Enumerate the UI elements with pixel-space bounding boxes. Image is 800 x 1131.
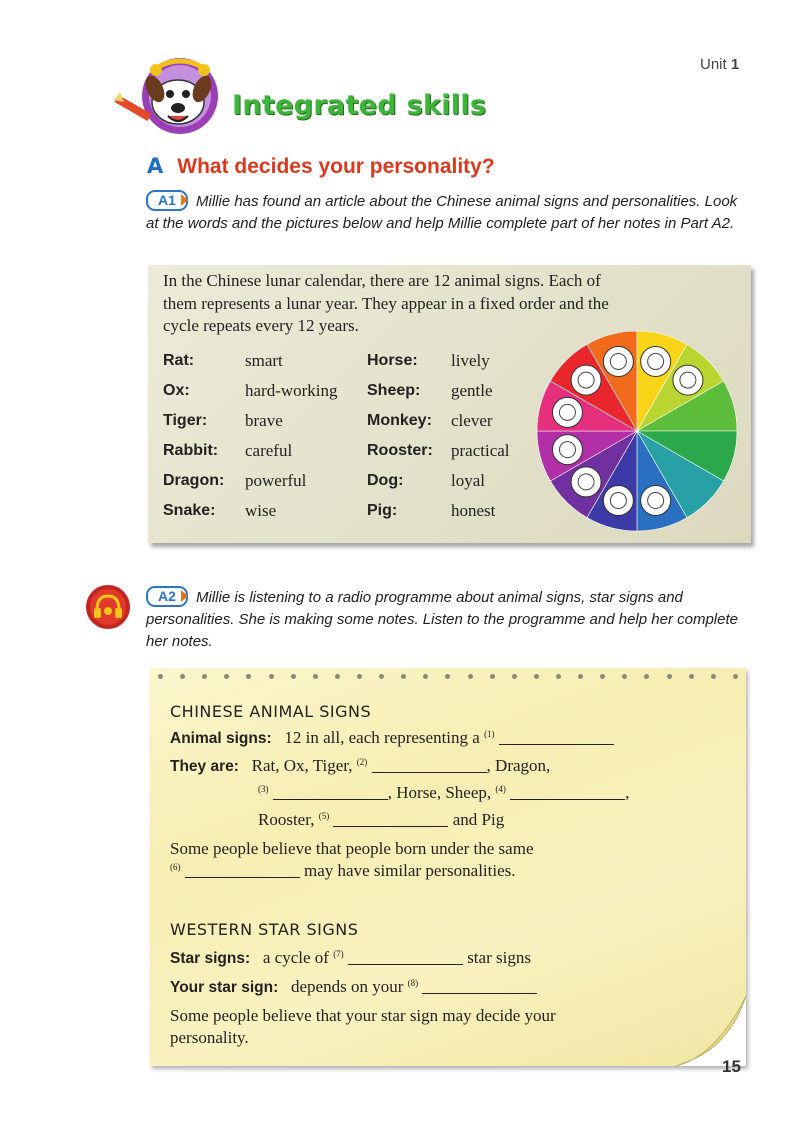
page-number: 15 [722, 1057, 741, 1076]
note-they-are [170, 756, 550, 776]
binding-hole [711, 674, 716, 679]
a2-instruction-text: Millie is listening to a radio programme about animal signs, star signs and personalities. She is making some notes. Listen to the programme and help her complete her notes. [146, 589, 738, 650]
label-star-signs: Star signs: [170, 950, 251, 967]
personality-trait: clever [451, 411, 493, 430]
animal-name: Monkey: [367, 412, 432, 429]
note-line-4 [258, 810, 504, 830]
binding-hole [733, 674, 738, 679]
listening-cd-icon [85, 584, 131, 630]
binding-hole [534, 674, 539, 679]
calendar-intro: In the Chinese lunar calendar, there are 12 animal signs. Each of them represents a lunar year. They appear in a fixed order and the cycle repeats every 12 years. [163, 271, 609, 335]
trait-row [163, 350, 363, 372]
trait-row [163, 380, 363, 402]
animal-name: Dragon: [163, 472, 225, 489]
notes-paper [150, 668, 746, 1066]
dog-mascot-icon [110, 54, 232, 136]
animal-name: Rooster: [367, 442, 433, 459]
binding-hole [202, 674, 207, 679]
answer-blank-4[interactable] [510, 785, 625, 800]
binding-hole [335, 674, 340, 679]
play-arrow-icon [181, 194, 188, 206]
note-belief-2a: Some people believe that your star sign may decide your [170, 1006, 556, 1025]
animal-medallion-icon [552, 435, 582, 465]
blank-number: (3) [258, 784, 269, 794]
answer-blank-6[interactable] [185, 863, 300, 878]
a1-tag-label: A1 [158, 192, 176, 208]
note-animal-signs [170, 728, 614, 748]
personality-trait: brave [245, 411, 283, 430]
heading-star-signs: WESTERN STAR SIGNS [170, 920, 359, 939]
page-curl [676, 996, 746, 1066]
answer-blank-8[interactable] [422, 979, 537, 994]
label-your-sign: Your star sign: [170, 979, 279, 996]
trait-row [163, 440, 363, 462]
text-animal-signs: 12 in all, each representing a [284, 728, 480, 747]
animal-name: Rabbit: [163, 442, 219, 459]
personality-trait: honest [451, 501, 496, 520]
note-your-sign [170, 977, 537, 997]
answer-blank-5[interactable] [333, 812, 448, 827]
note-belief-1b [170, 861, 516, 881]
blank-number: (7) [333, 949, 344, 959]
text-similar-personalities: may have similar personalities. [304, 861, 516, 880]
text-rooster: Rooster, [258, 810, 315, 829]
binding-hole [578, 674, 583, 679]
text-comma: , [625, 783, 630, 802]
answer-blank-1[interactable] [499, 730, 614, 745]
answer-blank-2[interactable] [372, 758, 487, 773]
text-horse-sheep: , Horse, Sheep, [387, 783, 492, 802]
text-they-are: Rat, Ox, Tiger, [251, 756, 353, 775]
binding-hole [667, 674, 672, 679]
animal-medallion-icon [603, 486, 633, 516]
animal-medallion-icon [571, 467, 601, 497]
unit-label [700, 56, 739, 73]
binding-hole [490, 674, 495, 679]
answer-blank-3[interactable] [273, 785, 388, 800]
binding-hole [512, 674, 517, 679]
personality-trait: smart [245, 351, 283, 370]
answer-blank-7[interactable] [348, 950, 463, 965]
text-dragon: , Dragon, [486, 756, 551, 775]
animal-medallion-icon [641, 486, 671, 516]
note-belief-2b: personality. [170, 1028, 249, 1047]
binding-hole [180, 674, 185, 679]
part-letter: A [147, 154, 164, 178]
blank-number: (1) [484, 729, 495, 739]
binding-hole [269, 674, 274, 679]
section-title: Integrated skills [232, 90, 487, 121]
unit-text: Unit [700, 56, 727, 73]
binding-hole [291, 674, 296, 679]
trait-row [163, 500, 363, 522]
binding-hole [600, 674, 605, 679]
label-they-are: They are: [170, 758, 239, 775]
personality-trait: hard-working [245, 381, 338, 400]
animal-name: Tiger: [163, 412, 208, 429]
text-cycle-of: a cycle of [262, 948, 329, 967]
animal-name: Dog: [367, 472, 404, 489]
note-belief-1a: Some people believe that people born under the same [170, 839, 534, 858]
part-title: What decides your personality? [177, 155, 495, 178]
a2-instruction [146, 586, 746, 653]
personality-trait: careful [245, 441, 293, 460]
binding-hole [622, 674, 627, 679]
binding-hole [379, 674, 384, 679]
part-a-heading [147, 154, 495, 179]
label-animal-signs: Animal signs: [170, 730, 272, 747]
personality-trait: wise [245, 501, 277, 520]
animal-name: Sheep: [367, 382, 421, 399]
text-star-signs-end: star signs [467, 948, 531, 967]
note-star-signs [170, 948, 531, 968]
binding-hole [224, 674, 229, 679]
blank-number: (8) [407, 978, 419, 988]
text-depends-on: depends on your [290, 977, 404, 996]
animal-signs-panel [148, 265, 751, 543]
personality-trait: loyal [451, 471, 485, 490]
heading-chinese-signs: CHINESE ANIMAL SIGNS [170, 702, 372, 721]
trait-row [163, 470, 363, 492]
animal-name: Rat: [163, 352, 195, 369]
unit-number: 1 [730, 56, 740, 73]
personality-trait: practical [451, 441, 510, 460]
animal-medallion-icon [603, 346, 633, 376]
binding-holes [158, 674, 738, 679]
animal-medallion-icon [571, 365, 601, 395]
a1-tag [146, 190, 188, 211]
blank-number: (5) [318, 811, 330, 821]
personality-trait: powerful [245, 471, 307, 490]
a1-instruction [146, 190, 746, 235]
blank-number: (4) [495, 784, 506, 794]
binding-hole [644, 674, 649, 679]
binding-hole [423, 674, 428, 679]
binding-hole [689, 674, 694, 679]
personality-trait: lively [451, 351, 490, 370]
animal-name: Ox: [163, 382, 190, 399]
animal-medallion-icon [641, 346, 671, 376]
a2-tag [146, 586, 188, 607]
binding-hole [401, 674, 406, 679]
binding-hole [246, 674, 251, 679]
animal-medallion-icon [552, 397, 582, 427]
zodiac-wheel [534, 328, 740, 534]
animal-name: Pig: [367, 502, 398, 519]
binding-hole [556, 674, 561, 679]
animal-name: Horse: [367, 352, 418, 369]
binding-hole [445, 674, 450, 679]
text-and-pig: and Pig [452, 810, 505, 829]
trait-row [163, 410, 363, 432]
a1-instruction-text: Millie has found an article about the Chinese animal signs and personalities. Look at the words and the pictures below and help Millie complete part of her notes in Part A2. [146, 193, 738, 232]
a2-tag-label: A2 [158, 588, 176, 604]
blank-number: (2) [356, 757, 368, 767]
animal-name: Snake: [163, 502, 216, 519]
binding-hole [468, 674, 473, 679]
play-arrow-icon [181, 590, 188, 602]
personality-trait: gentle [451, 381, 493, 400]
blank-number: (6) [170, 862, 181, 872]
binding-hole [313, 674, 318, 679]
animal-medallion-icon [673, 365, 703, 395]
binding-hole [357, 674, 362, 679]
note-line-3 [258, 783, 629, 803]
binding-hole [158, 674, 163, 679]
